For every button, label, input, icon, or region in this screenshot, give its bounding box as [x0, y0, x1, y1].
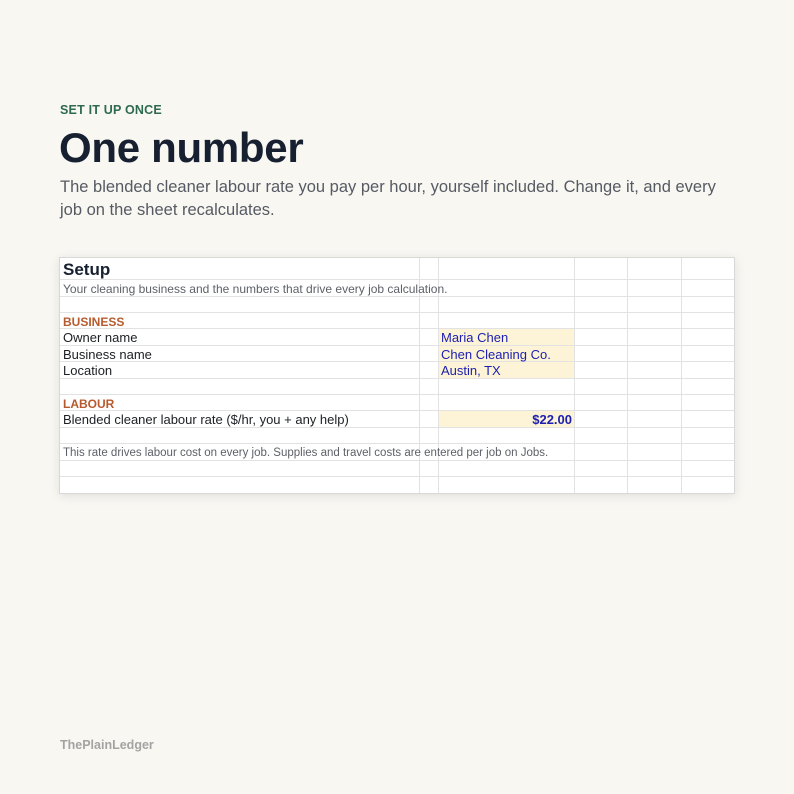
owner-name-field[interactable]: Maria Chen — [441, 330, 509, 345]
labour-rate-field[interactable]: $22.00 — [532, 412, 572, 427]
column-divider — [627, 258, 628, 493]
business-name-label: Business name — [63, 347, 152, 362]
row-divider — [60, 476, 734, 477]
row-divider — [60, 361, 734, 362]
location-field[interactable]: Austin, TX — [441, 363, 501, 378]
brand-footer: ThePlainLedger — [60, 738, 154, 752]
labour-rate-note: This rate drives labour cost on every job. Supplies and travel costs are entered per job on Jobs. — [63, 447, 549, 459]
row-divider — [60, 394, 734, 395]
row-divider — [60, 410, 734, 411]
page-description: The blended cleaner labour rate you pay per hour, yourself included. Change it, and every job on the sheet recalculates. — [60, 178, 716, 219]
sheet-title: Setup — [63, 260, 111, 279]
row-divider — [60, 279, 734, 280]
labour-rate-label: Blended cleaner labour rate ($/hr, you + any help) — [63, 412, 349, 427]
section-heading-labour: LABOUR — [63, 397, 115, 411]
page-title: One number — [59, 124, 304, 171]
row-divider — [60, 328, 734, 329]
spreadsheet-setup — [59, 257, 735, 494]
column-divider — [574, 258, 575, 493]
row-divider — [60, 345, 734, 346]
row-divider — [60, 443, 734, 444]
section-heading-business: BUSINESS — [63, 315, 125, 329]
eyebrow-label: SET IT UP ONCE — [60, 103, 162, 117]
row-divider — [60, 378, 734, 379]
sheet-subtitle: Your cleaning business and the numbers that drive every job calculation. — [63, 282, 448, 296]
owner-name-label: Owner name — [63, 330, 138, 345]
row-divider — [60, 312, 734, 313]
column-divider — [681, 258, 682, 493]
business-name-field[interactable]: Chen Cleaning Co. — [441, 347, 551, 362]
location-label: Location — [63, 363, 113, 378]
